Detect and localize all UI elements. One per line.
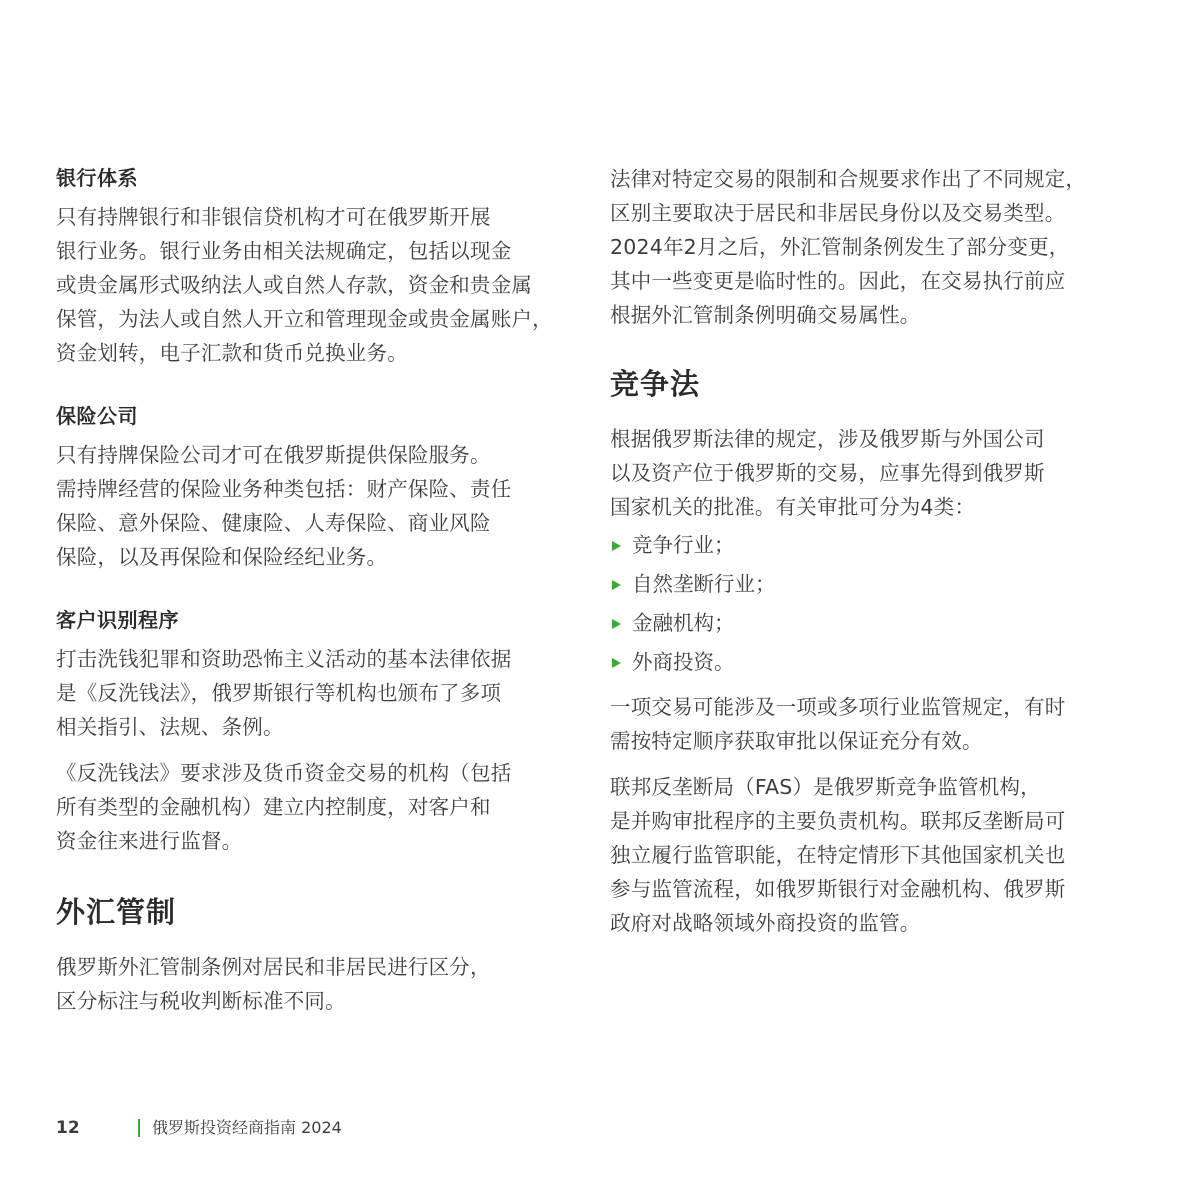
banking-section xyxy=(56,162,553,370)
fx-continued xyxy=(610,162,1086,332)
competition-line: 一项交易可能涉及一项或多项行业监管规定，有时 xyxy=(610,695,1066,719)
fx-cont-line: 区别主要取决于居民和非居民身份以及交易类型。 xyxy=(610,201,1066,225)
fx-cont-line: 其中一些变更是临时性的。因此，在交易执行前应 xyxy=(610,269,1066,293)
list-item xyxy=(610,643,1065,682)
insurance-body xyxy=(56,438,511,574)
competition-intro xyxy=(610,422,1065,524)
list-item-text: 外商投资。 xyxy=(632,650,735,674)
competition-line: 以及资产位于俄罗斯的交易，应事先得到俄罗斯 xyxy=(610,461,1045,485)
competition-line: 根据俄罗斯法律的规定，涉及俄罗斯与外国公司 xyxy=(610,427,1045,451)
kyc-section xyxy=(56,604,511,858)
competition-line: 联邦反垄断局（FAS）是俄罗斯竞争监管机构， xyxy=(610,775,1041,799)
fx-line: 区分标注与税收判断标准不同。 xyxy=(56,989,346,1013)
competition-line: 参与监管流程，如俄罗斯银行对金融机构、俄罗斯 xyxy=(610,877,1066,901)
kyc-line: 是《反洗钱法》，俄罗斯银行等机构也颁布了多项 xyxy=(56,681,502,705)
competition-section xyxy=(610,364,1065,940)
list-item xyxy=(610,604,1065,643)
insurance-line: 需持牌经营的保险业务种类包括：财产保险、责任 xyxy=(56,477,512,501)
kyc-line: 《反洗钱法》要求涉及货币资金交易的机构（包括 xyxy=(56,761,512,785)
list-item xyxy=(610,526,1065,565)
insurance-title: 保险公司 xyxy=(56,404,138,428)
fx-cont-body xyxy=(610,162,1086,332)
insurance-line: 只有持牌保险公司才可在俄罗斯提供保险服务。 xyxy=(56,443,491,467)
banking-body xyxy=(56,200,553,370)
fx-cont-line: 法律对特定交易的限制和合规要求作出了不同规定， xyxy=(610,167,1087,191)
fx-heading: 外汇管制 xyxy=(56,895,177,929)
list-item-text: 竞争行业； xyxy=(632,533,735,557)
insurance-section xyxy=(56,400,511,574)
banking-title: 银行体系 xyxy=(56,166,138,190)
fx-line: 俄罗斯外汇管制条例对居民和非居民进行区分， xyxy=(56,955,491,979)
competition-para-2 xyxy=(610,690,1065,758)
kyc-line: 打击洗钱犯罪和资助恐怖主义活动的基本法律依据 xyxy=(56,647,512,671)
kyc-body-2 xyxy=(56,756,511,858)
bullet-triangle-icon xyxy=(612,658,621,668)
publication-title: 俄罗斯投资经商指南 2024 xyxy=(152,1118,342,1137)
competition-line: 国家机关的批准。有关审批可分为4类： xyxy=(610,495,976,519)
footer-divider xyxy=(138,1119,140,1137)
competition-heading: 竞争法 xyxy=(610,367,701,401)
competition-line: 独立履行监管职能，在特定情形下其他国家机关也 xyxy=(610,843,1066,867)
kyc-body-1 xyxy=(56,642,511,744)
fx-cont-line: 根据外汇管制条例明确交易属性。 xyxy=(610,303,921,327)
banking-line: 银行业务。银行业务由相关法规确定，包括以现金 xyxy=(56,239,512,263)
fx-section xyxy=(56,892,491,1018)
competition-line: 需按特定顺序获取审批以保证充分有效。 xyxy=(610,729,983,753)
bullet-triangle-icon xyxy=(612,580,621,590)
kyc-line: 相关指引、法规、条例。 xyxy=(56,715,284,739)
list-item-text: 自然垄断行业； xyxy=(632,572,776,596)
list-item-text: 金融机构； xyxy=(632,611,735,635)
bullet-triangle-icon xyxy=(612,619,621,629)
competition-line: 政府对战略领域外商投资的监管。 xyxy=(610,911,921,935)
approval-category-list xyxy=(610,526,1065,682)
banking-line: 保管，为法人或自然人开立和管理现金或贵金属账户， xyxy=(56,307,553,331)
kyc-title: 客户识别程序 xyxy=(56,608,179,632)
competition-para-3 xyxy=(610,770,1065,940)
kyc-line: 所有类型的金融机构）建立内控制度，对客户和 xyxy=(56,795,491,819)
list-item xyxy=(610,565,1065,604)
insurance-line: 保险、意外保险、健康险、人寿保险、商业风险 xyxy=(56,511,491,535)
bullet-triangle-icon xyxy=(612,541,621,551)
banking-line: 资金划转，电子汇款和货币兑换业务。 xyxy=(56,341,408,365)
banking-line: 或贵金属形式吸纳法人或自然人存款，资金和贵金属 xyxy=(56,273,533,297)
insurance-line: 保险，以及再保险和保险经纪业务。 xyxy=(56,545,388,569)
fx-cont-line: 2024年2月之后，外汇管制条例发生了部分变更， xyxy=(610,235,1070,259)
fx-body xyxy=(56,950,491,1018)
kyc-line: 资金往来进行监督。 xyxy=(56,829,243,853)
page-number: 12 xyxy=(56,1118,80,1138)
banking-line: 只有持牌银行和非银信贷机构才可在俄罗斯开展 xyxy=(56,205,491,229)
competition-line: 是并购审批程序的主要负责机构。联邦反垄断局可 xyxy=(610,809,1066,833)
